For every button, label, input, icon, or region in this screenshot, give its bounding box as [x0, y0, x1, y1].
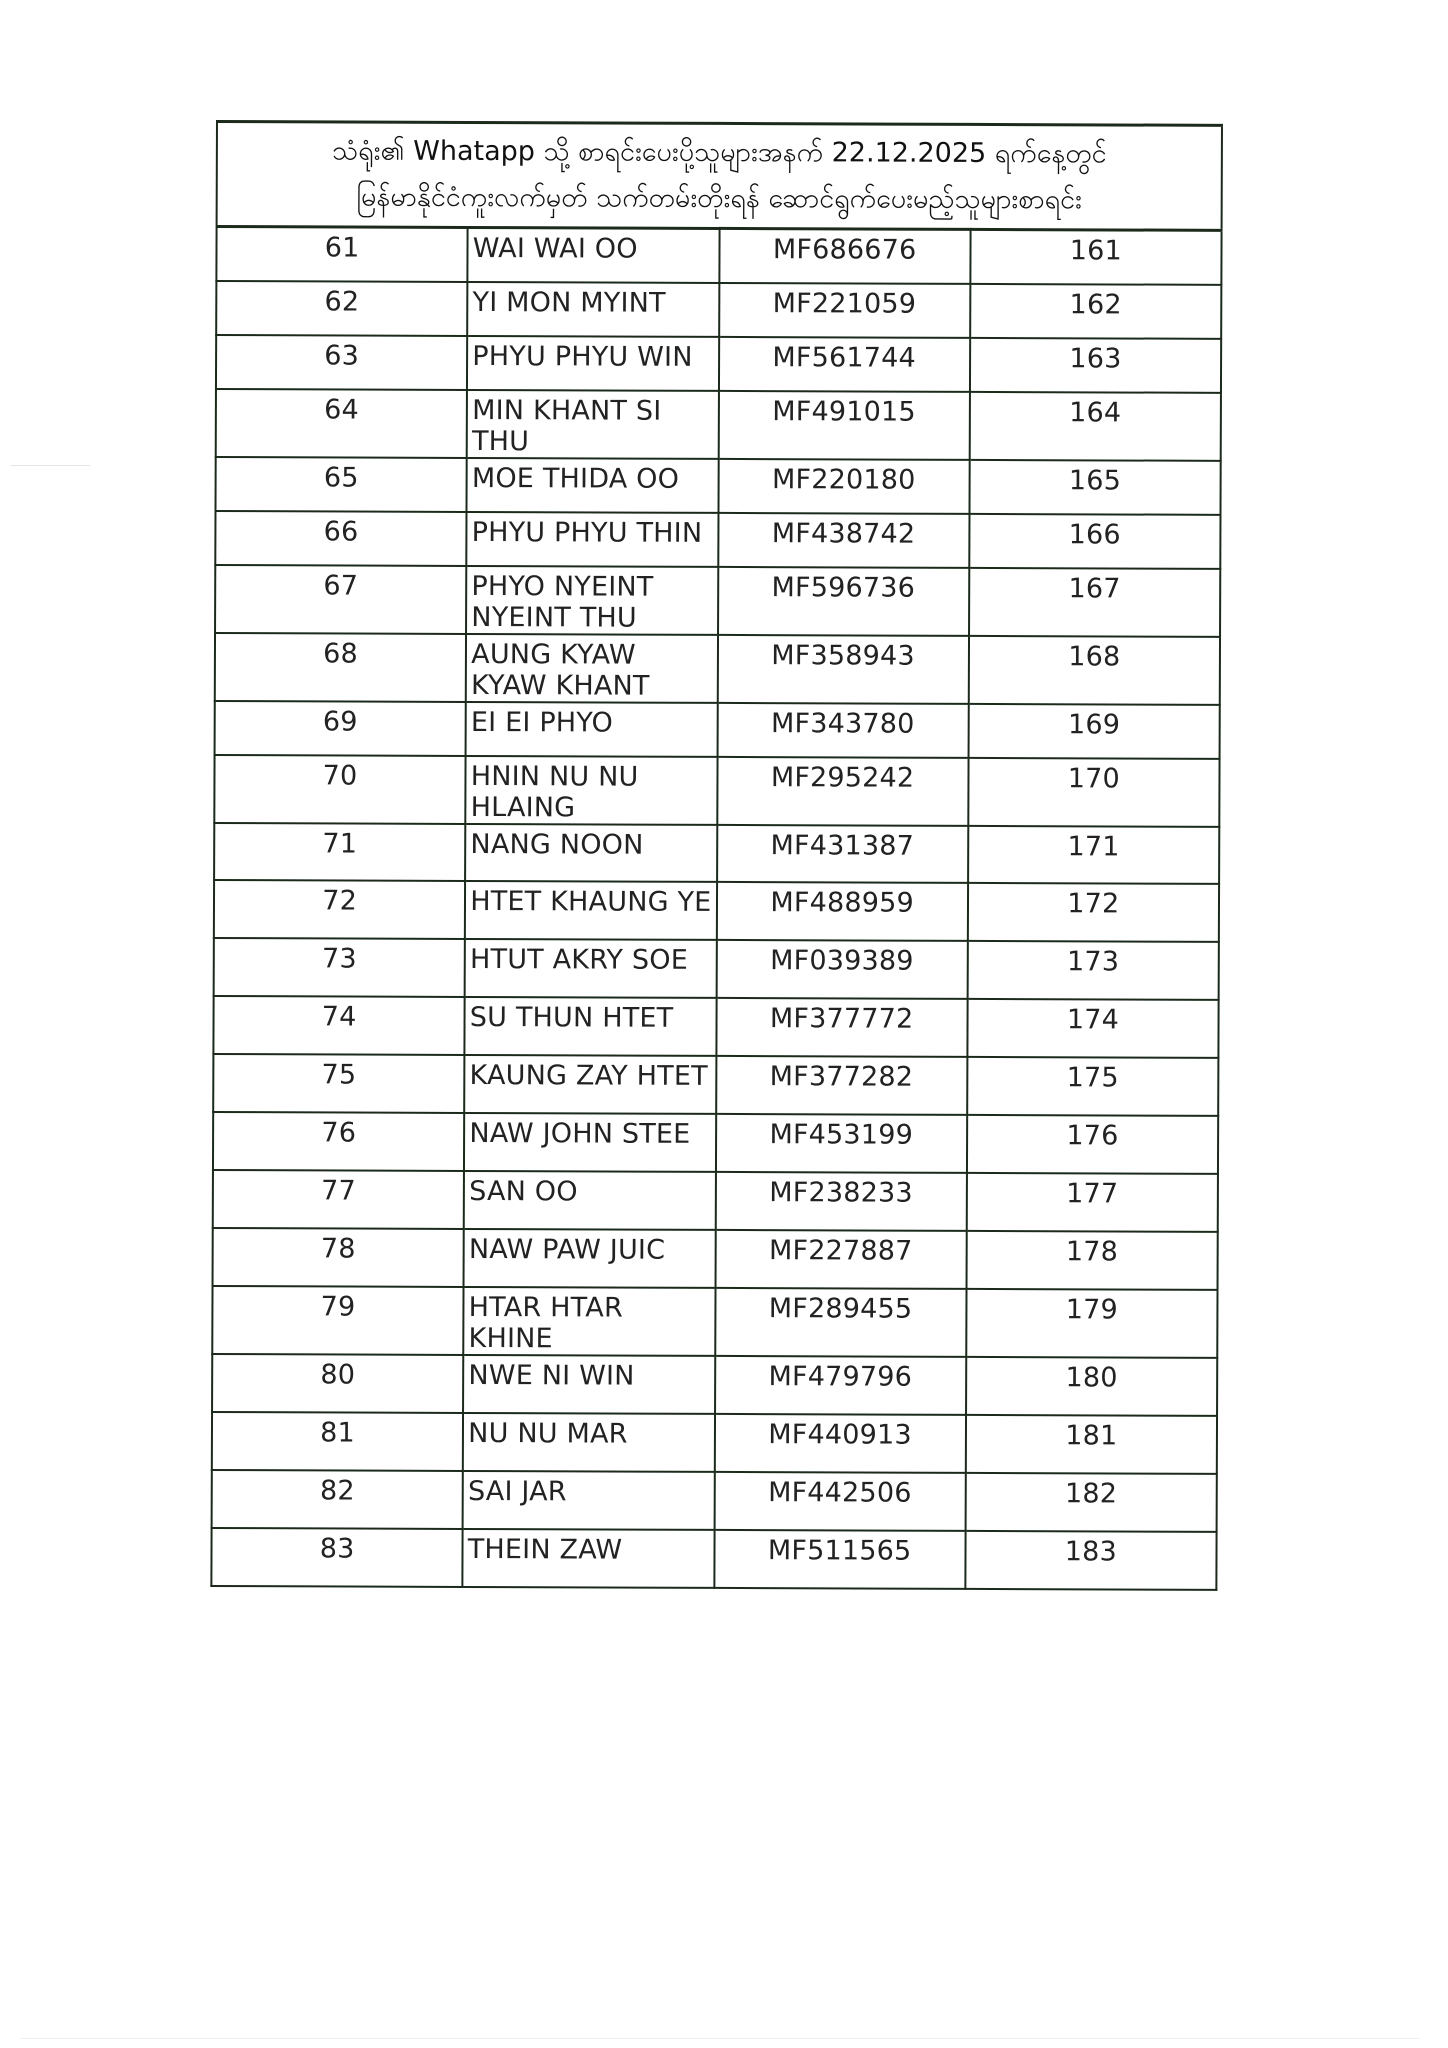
passport-number-cell: [717, 702, 968, 757]
person-name-cell: [467, 335, 718, 390]
passport-number-cell: [719, 228, 970, 283]
person-name: KAUNG ZAY HTET: [469, 1059, 708, 1092]
serial-number-cell: [968, 757, 1220, 826]
passport-number-cell: [718, 512, 969, 567]
passport-number: MF377772: [769, 1002, 914, 1035]
table-row: [214, 822, 1219, 883]
passport-number: MF220180: [771, 463, 916, 496]
table-row: [213, 1169, 1218, 1231]
row-number: 67: [323, 569, 359, 602]
table-row: [216, 335, 1221, 393]
table-row: [213, 995, 1218, 1057]
row-number: 77: [321, 1174, 356, 1207]
title-line-2: မြန်မာနိုင်ငံကူးလက်မှတ် သက်တမ်းတိုးရန် ဆောင်ရွက်ပေးမည့်သူများစာရင်း: [356, 181, 1083, 216]
passport-number-cell: [716, 997, 967, 1056]
serial-number-cell: [966, 1288, 1218, 1357]
table-row: [215, 700, 1220, 758]
table-row: [214, 937, 1219, 999]
serial-number: 162: [1069, 288, 1122, 320]
person-name: SAI JAR: [467, 1475, 567, 1507]
passport-number: MF442506: [768, 1476, 912, 1509]
passport-number-cell: [718, 390, 970, 459]
serial-number: 171: [1067, 830, 1120, 862]
row-number-cell: [214, 879, 465, 938]
person-name-cell: [464, 1286, 716, 1355]
row-number: 64: [324, 393, 359, 426]
serial-number: 179: [1065, 1293, 1118, 1325]
passport-number-cell: [718, 566, 970, 635]
passport-number: MF289455: [768, 1292, 913, 1325]
row-number: 66: [323, 515, 359, 548]
passport-number-cell: [718, 336, 969, 391]
person-name: NAW JOHN STEE: [469, 1117, 691, 1150]
row-number-cell: [216, 335, 467, 390]
person-name-cell: [463, 1354, 714, 1413]
passport-number: MF377282: [769, 1060, 914, 1093]
serial-number-cell: [966, 1356, 1217, 1415]
passport-number: MF453199: [769, 1118, 914, 1151]
row-number-cell: [215, 511, 466, 566]
row-number-cell: [213, 995, 464, 1054]
passport-number-cell: [716, 881, 967, 940]
serial-number: 183: [1064, 1535, 1118, 1567]
row-number-cell: [216, 457, 467, 512]
row-number: 62: [324, 285, 360, 318]
serial-number-cell: [969, 567, 1221, 636]
table-title-row: [217, 122, 1222, 231]
serial-number-cell: [967, 940, 1218, 999]
person-name-cell: [464, 1112, 715, 1171]
person-name-cell: [465, 996, 716, 1055]
row-number: 72: [322, 884, 358, 917]
passport-number: MF596736: [771, 571, 916, 604]
person-name-cell: [467, 389, 719, 458]
person-name-cell: [465, 880, 716, 939]
serial-number: 182: [1064, 1477, 1118, 1509]
passport-number: MF431387: [770, 829, 915, 862]
row-number-cell: [215, 633, 467, 702]
row-number: 68: [323, 637, 359, 670]
person-name-cell: [463, 1412, 714, 1471]
person-name: HTUT AKRY SOE: [469, 943, 689, 976]
row-number: 70: [322, 759, 358, 792]
title-line-1: သံရုံး၏ Whatapp သို့ စာရင်းပေးပို့သူများအနက် 22.12.2025 ရက်နေ့တွင်: [332, 135, 1107, 170]
row-number: 81: [320, 1416, 356, 1449]
row-number-cell: [213, 1053, 464, 1112]
passport-number-cell: [717, 824, 968, 882]
serial-number: 164: [1069, 396, 1122, 428]
serial-number: 170: [1067, 762, 1120, 794]
person-name: PHYU PHYU WIN: [472, 340, 693, 373]
person-name: NWE NI WIN: [468, 1359, 635, 1392]
row-number: 71: [322, 827, 358, 860]
table-row: [212, 1353, 1217, 1415]
serial-number: 175: [1066, 1061, 1119, 1093]
row-number-cell: [215, 565, 467, 634]
row-number: 75: [321, 1058, 357, 1091]
passport-number-cell: [714, 1413, 965, 1472]
row-number: 61: [324, 232, 360, 264]
serial-number-cell: [965, 1472, 1216, 1531]
table-row: [216, 281, 1221, 339]
person-name: SU THUN HTET: [469, 1001, 674, 1034]
serial-number-cell: [968, 882, 1219, 941]
passport-number-cell: [716, 939, 967, 998]
serial-number-cell: [967, 1056, 1218, 1115]
passport-number: MF511565: [767, 1534, 912, 1567]
serial-number-cell: [967, 1114, 1218, 1173]
person-name: NAW PAW JUIC: [468, 1233, 666, 1266]
person-name: AUNG KYAW KYAW KHANT: [471, 638, 650, 702]
person-name: NU NU MAR: [468, 1417, 628, 1450]
serial-number: 172: [1067, 887, 1120, 919]
serial-number-cell: [969, 513, 1220, 568]
passport-number-cell: [719, 282, 970, 337]
passport-number: MF358943: [771, 639, 915, 672]
person-name: WAI WAI OO: [472, 232, 638, 265]
person-name-cell: [463, 1528, 714, 1587]
person-name: HTET KHAUNG YE: [470, 885, 712, 918]
passport-number: MF488959: [770, 886, 914, 919]
row-number: 79: [320, 1290, 356, 1323]
scan-artifact: [10, 465, 90, 466]
person-name: YI MON MYINT: [472, 286, 666, 319]
person-name-cell: [467, 457, 718, 512]
person-name-cell: [466, 633, 718, 702]
person-name: MIN KHANT SI THU: [471, 394, 662, 457]
serial-number-cell: [970, 337, 1221, 392]
passport-number: MF238233: [769, 1176, 913, 1209]
serial-number: 167: [1068, 572, 1121, 604]
row-number: 63: [324, 339, 360, 372]
serial-number-cell: [966, 1172, 1217, 1231]
person-name: HTAR HTAR KHINE: [468, 1291, 624, 1354]
serial-number-cell: [966, 1230, 1217, 1289]
row-number-cell: [216, 389, 468, 458]
table-row: [212, 1285, 1217, 1357]
serial-number: 169: [1067, 708, 1121, 740]
serial-number: 168: [1068, 640, 1121, 672]
person-name-cell: [467, 281, 718, 336]
table-row: [216, 389, 1221, 461]
person-name-cell: [468, 227, 719, 282]
person-name: MOE THIDA OO: [471, 462, 680, 495]
person-name-cell: [466, 565, 718, 634]
row-number: 80: [320, 1358, 356, 1391]
row-number-cell: [215, 700, 466, 755]
table-row: [216, 457, 1221, 515]
person-name: THEIN ZAW: [467, 1533, 623, 1566]
serial-number: 177: [1066, 1177, 1119, 1209]
passport-number: MF686676: [772, 234, 917, 266]
row-number-cell: [213, 1169, 464, 1228]
table-row: [215, 511, 1220, 569]
serial-number: 178: [1065, 1235, 1119, 1267]
passport-number: MF227887: [768, 1234, 913, 1267]
passport-number-cell: [714, 1529, 965, 1588]
person-name-cell: [464, 1228, 715, 1287]
table-row: [215, 565, 1220, 637]
table-row: [214, 754, 1219, 826]
serial-number-cell: [968, 703, 1219, 758]
table-row: [213, 1111, 1218, 1173]
table-row: [213, 1053, 1218, 1115]
row-number: 65: [323, 461, 359, 494]
serial-number-cell: [969, 391, 1221, 460]
row-number: 78: [320, 1232, 356, 1265]
passport-number: MF343780: [771, 707, 915, 740]
row-number-cell: [212, 1469, 463, 1528]
passport-number-cell: [718, 458, 969, 513]
person-name-cell: [464, 1170, 715, 1229]
person-name-cell: [464, 1054, 715, 1113]
person-name-cell: [463, 1470, 714, 1529]
passport-number: MF491015: [772, 395, 916, 428]
table-row: [211, 1527, 1216, 1589]
row-number-cell: [212, 1411, 463, 1470]
passport-number: MF438742: [771, 517, 916, 550]
row-number: 69: [322, 705, 358, 738]
passport-number: MF561744: [772, 341, 917, 374]
serial-number-cell: [969, 635, 1221, 704]
row-number-cell: [211, 1527, 462, 1586]
row-number-cell: [212, 1285, 464, 1354]
row-number-cell: [216, 227, 467, 282]
passport-number-cell: [715, 1113, 966, 1172]
person-name-cell: [467, 511, 718, 566]
passport-number-cell: [715, 1171, 966, 1230]
person-name-cell: [465, 938, 716, 997]
table-row: [212, 1411, 1217, 1473]
passport-renewal-table: [210, 120, 1223, 1590]
serial-number: 165: [1068, 464, 1122, 496]
table-row: [215, 633, 1220, 705]
row-number-cell: [214, 754, 466, 823]
person-name-cell: [466, 701, 717, 756]
person-name: HNIN NU NU HLAING: [470, 760, 639, 823]
person-name-cell: [465, 823, 716, 881]
row-number: 73: [321, 942, 357, 975]
row-number-cell: [212, 1353, 463, 1412]
passport-number: MF221059: [772, 287, 917, 320]
serial-number-cell: [969, 459, 1220, 514]
serial-number-cell: [970, 229, 1221, 284]
person-name-cell: [466, 755, 718, 824]
table-body: [211, 227, 1221, 1590]
serial-number-cell: [967, 998, 1218, 1057]
passport-number: MF295242: [770, 761, 915, 794]
passport-number: MF440913: [768, 1418, 912, 1451]
person-name: PHYU PHYU THIN: [471, 516, 703, 549]
table-row: [214, 879, 1219, 941]
table-row: [216, 227, 1221, 285]
row-number: 83: [319, 1532, 355, 1565]
serial-number-cell: [968, 825, 1219, 883]
row-number-cell: [214, 937, 465, 996]
serial-number: 163: [1069, 342, 1122, 374]
serial-number: 166: [1068, 518, 1121, 550]
row-number: 76: [321, 1116, 357, 1149]
row-number: 74: [321, 1000, 357, 1033]
row-number-cell: [213, 1111, 464, 1170]
passport-number-cell: [717, 634, 969, 703]
serial-number: 161: [1069, 235, 1123, 267]
row-number: 82: [319, 1474, 355, 1507]
row-number-cell: [214, 822, 465, 880]
passport-number-cell: [715, 1355, 966, 1414]
serial-number: 176: [1066, 1119, 1119, 1151]
table-title: [217, 122, 1222, 231]
serial-number: 180: [1065, 1361, 1118, 1393]
person-name: EI EI PHYO: [470, 706, 614, 739]
scan-artifact: [20, 2038, 1420, 2039]
table-row: [212, 1469, 1217, 1531]
serial-number: 173: [1067, 945, 1120, 977]
passport-number: MF479796: [768, 1360, 913, 1393]
person-name: PHYO NYEINT NYEINT THU: [471, 570, 654, 634]
passport-number: MF039389: [770, 944, 914, 977]
serial-number: 174: [1066, 1003, 1120, 1035]
passport-number-cell: [716, 1055, 967, 1114]
serial-number-cell: [965, 1530, 1216, 1589]
passport-number-cell: [714, 1471, 965, 1530]
serial-number: 181: [1065, 1419, 1118, 1451]
table-row: [213, 1227, 1218, 1289]
passport-number-cell: [715, 1287, 967, 1356]
serial-number-cell: [970, 283, 1221, 338]
row-number-cell: [216, 281, 467, 336]
passport-number-cell: [715, 1229, 966, 1288]
row-number-cell: [213, 1227, 464, 1286]
person-name: NANG NOON: [470, 828, 644, 861]
passport-number-cell: [717, 756, 969, 825]
person-name: SAN OO: [469, 1175, 578, 1207]
serial-number-cell: [966, 1414, 1217, 1473]
